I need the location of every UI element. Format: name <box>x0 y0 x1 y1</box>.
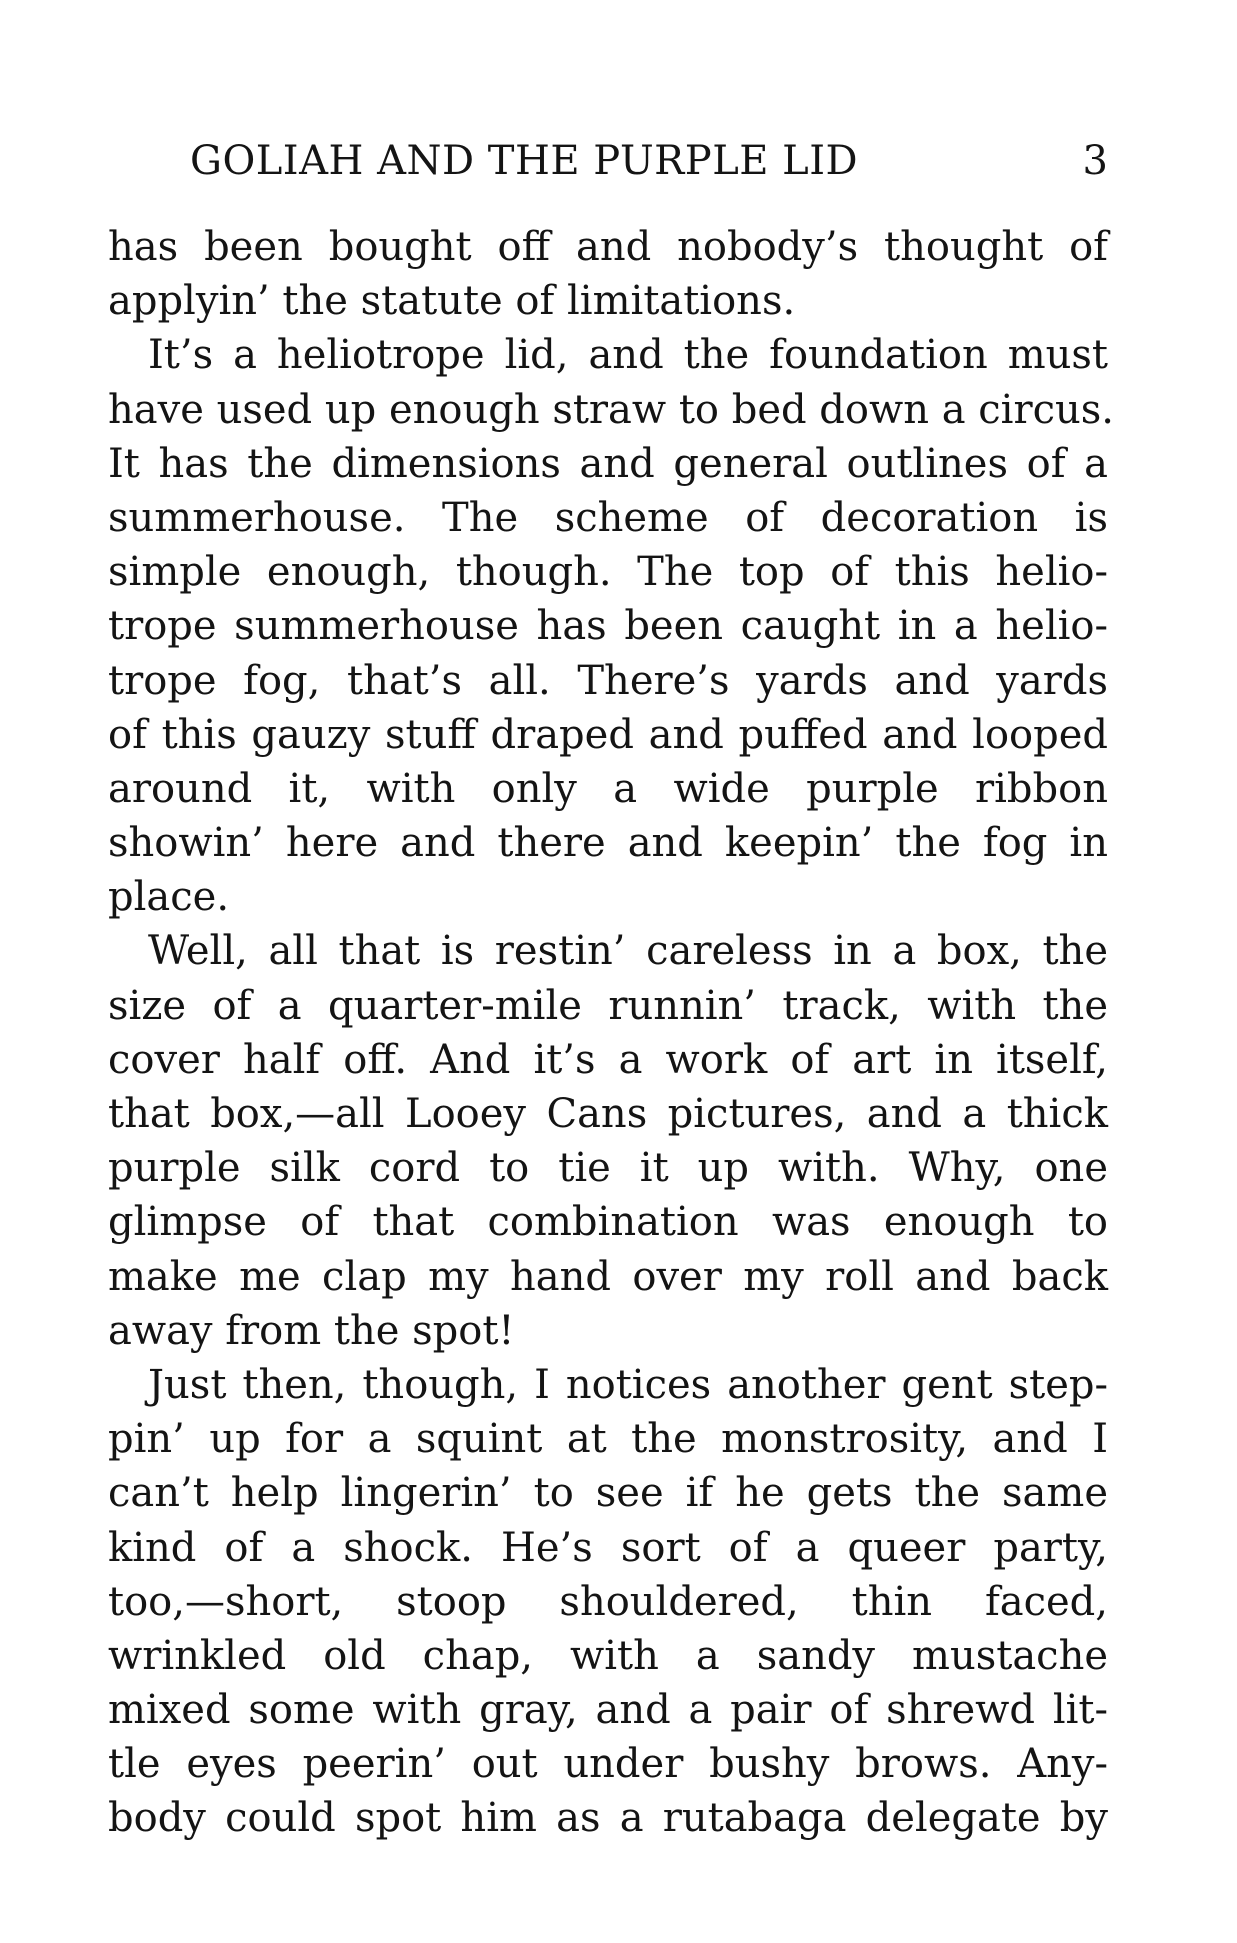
text-line: wrinkled old chap, with a sandy mustache <box>108 1632 1108 1679</box>
text-line: too,—short, stoop shouldered, thin faced, <box>108 1578 1108 1625</box>
text-line: make me clap my hand over my roll and back <box>108 1253 1108 1300</box>
text-line: trope fog, that’s all. There’s yards and yards <box>108 657 1108 704</box>
text-line: cover half off. And it’s a work of art in itself, <box>108 1036 1108 1083</box>
text-line: tle eyes peerin’ out under bushy brows. Any- <box>108 1741 1108 1788</box>
text-line: applyin’ the statute of limitations. <box>108 278 796 325</box>
text-line: Well, all that is restin’ careless in a box, the <box>148 928 1108 975</box>
text-line: showin’ here and there and keepin’ the fog in <box>108 820 1108 867</box>
running-header <box>108 138 1108 194</box>
text-line: mixed some with gray, and a pair of shrewd lit- <box>108 1687 1108 1734</box>
text-line: kind of a shock. He’s sort of a queer party, <box>108 1524 1108 1571</box>
text-line: It’s a heliotrope lid, and the foundation must <box>148 332 1108 379</box>
running-title: GOLIAH AND THE PURPLE LID <box>190 138 859 184</box>
text-line: away from the spot! <box>108 1307 515 1354</box>
text-line: have used up enough straw to bed down a circus. <box>108 386 1114 433</box>
text-line: place. <box>108 874 230 921</box>
text-line: around it, with only a wide purple ribbon <box>108 765 1108 812</box>
text-line: purple silk cord to tie it up with. Why, one <box>108 1145 1108 1192</box>
text-line: can’t help lingerin’ to see if he gets the same <box>108 1470 1108 1517</box>
text-line: has been bought off and nobody’s thought of <box>108 224 1108 270</box>
text-line: that box,—all Looey Cans pictures, and a thick <box>108 1091 1108 1137</box>
page-number: 3 <box>1082 138 1108 184</box>
body-text <box>108 220 1114 1846</box>
text-line: pin’ up for a squint at the monstrosity, and I <box>108 1416 1108 1463</box>
text-line: size of a quarter-mile runnin’ track, with the <box>108 982 1108 1029</box>
text-line: glimpse of that combination was enough to <box>108 1199 1108 1246</box>
text-line: summerhouse. The scheme of decoration is <box>108 494 1108 541</box>
text-line: body could spot him as a rutabaga delegate by <box>108 1795 1108 1842</box>
text-line: Just then, though, I notices another gent step- <box>148 1361 1108 1408</box>
text-line: of this gauzy stuff draped and puffed and looped <box>108 711 1108 758</box>
text-line: simple enough, though. The top of this helio- <box>108 549 1108 596</box>
text-line: It has the dimensions and general outlines of a <box>108 440 1108 487</box>
text-line: trope summerhouse has been caught in a helio- <box>108 603 1108 650</box>
